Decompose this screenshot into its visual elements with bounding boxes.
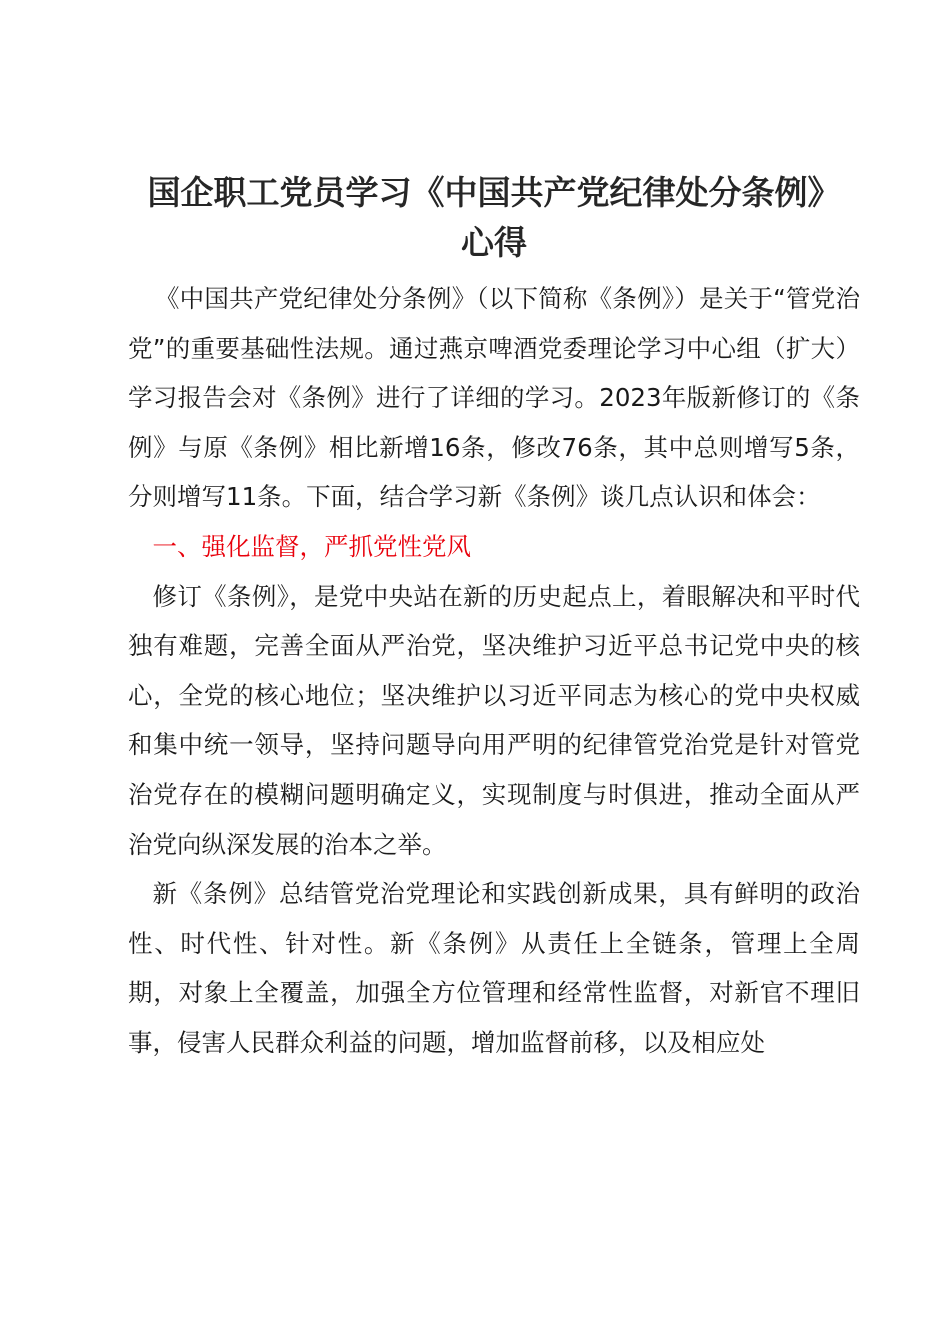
section-1-paragraph-2: 新《条例》总结管党治党理论和实践创新成果，具有鲜明的政治性、时代性、针对性。新《条例》从责任上全链条，管理上全周期，对象上全覆盖，加强全方位管理和经常性监督，对新官不理旧事，侵害人民群众利益的问题，增加监督前移，以及相应处 bbox=[128, 879, 860, 1057]
document-title bbox=[128, 168, 860, 268]
section-1-heading: 一、强化监督，严抓党性党风 bbox=[152, 531, 471, 561]
document-page bbox=[128, 168, 860, 1068]
document-title-line-2: 心得 bbox=[461, 223, 527, 262]
section-1-paragraph-1: 修订《条例》，是党中央站在新的历史起点上，着眼解决和平时代独有难题，完善全面从严治党，坚决维护习近平总书记党中央的核心，全党的核心地位；坚决维护以习近平同志为核心的党中央权威和集中统一领导，坚持问题导向用严明的纪律管党治党是针对管党治党存在的模糊问题明确定义，实现制度与时俱进，推动全面从严治党向纵深发展的治本之举。 bbox=[128, 581, 860, 859]
document-title-line-1: 国企职工党员学习《中国共产党纪律处分条例》 bbox=[147, 173, 841, 212]
intro-paragraph: 《中国共产党纪律处分条例》（以下简称《条例》）是关于“管党治党”的重要基础性法规。通过燕京啤酒党委理论学习中心组（扩大）学习报告会对《条例》进行了详细的学习。2023年版新修订的《条例》与原《条例》相比新增16条，修改76条，其中总则增写5条，分则增写11条。下面，结合学习新《条例》谈几点认识和体会： bbox=[128, 284, 860, 512]
